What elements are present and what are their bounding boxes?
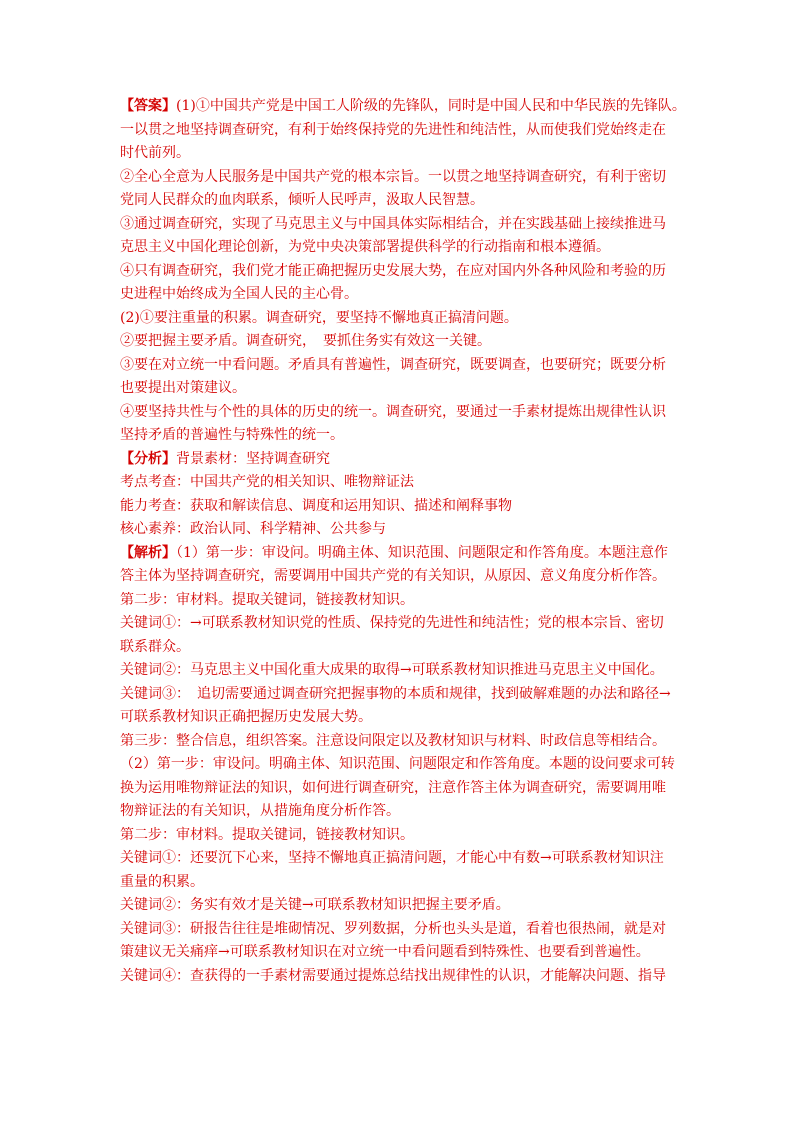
text-line (120, 401, 685, 425)
text-line (120, 448, 685, 472)
line-text: 第二步：审材料。提取关键词，链接教材知识。 (120, 591, 414, 608)
line-text: 关键词①：还要沉下心来，坚持不懈地真正搞清问题，才能心中有数→可联系教材知识注 (120, 850, 664, 866)
line-text: 史进程中始终成为全国人民的主心骨。 (120, 286, 358, 302)
text-line (120, 424, 685, 448)
line-text: （1）第一步：审设问。明确主体、知识范围、问题限定和作答角度。本题注意作 (176, 544, 668, 561)
line-text: 考点考查：中国共产党的相关知识、唯物辩证法 (120, 474, 414, 490)
line-text: 联系群众。 (120, 638, 190, 655)
line-text: 坚持矛盾的普遍性与特殊性的统一。 (120, 427, 344, 443)
text-line (120, 213, 685, 237)
section-label: 【解析】 (120, 544, 176, 561)
text-line (120, 800, 685, 824)
line-text: 关键词③：研报告往往是堆砌情况、罗列数据，分析也头头是道，看着也很热闹，就是对 (120, 920, 666, 937)
line-text: (2)①要注重量的积累。调查研究，要坚持不懈地真正搞清问题。 (120, 309, 518, 326)
text-line (120, 166, 685, 190)
text-line (120, 824, 685, 848)
section-label: 【分析】 (120, 450, 176, 467)
line-text: 第二步：审材料。提取关键词，链接教材知识。 (120, 826, 414, 843)
text-line (120, 142, 685, 166)
text-line (120, 706, 685, 730)
text-line (120, 918, 685, 942)
text-line (120, 236, 685, 260)
line-text: 关键词④：查获得的一手素材需要通过提炼总结找出规律性的认识，才能解决问题、指导 (120, 967, 666, 984)
line-text: 时代前列。 (120, 145, 190, 161)
text-line (120, 283, 685, 307)
text-line (120, 354, 685, 378)
line-text: ④要坚持共性与个性的具体的历史的统一。调查研究，要通过一手素材提炼出规律性认识 (120, 403, 666, 420)
text-line (120, 847, 685, 871)
line-text: 策建议无关痛痒→可联系教材知识在对立统一中看问题看到特殊性、也要看到普遍性。 (120, 944, 650, 960)
text-line (120, 871, 685, 895)
text-line (120, 260, 685, 284)
line-text: 背景素材：坚持调查研究 (176, 450, 330, 467)
text-line (120, 565, 685, 589)
text-line (120, 659, 685, 683)
line-text: 物辩证法的有关知识，从措施角度分析作答。 (120, 803, 400, 819)
line-text: 克思主义中国化理论创新，为党中央决策部署提供科学的行动指南和根本遵循。 (120, 239, 610, 255)
text-line (120, 636, 685, 660)
text-line (120, 777, 685, 801)
line-text: 也要提出对策建议。 (120, 380, 246, 396)
line-text: 关键词②：务实有效才是关键→可联系教材知识把握主要矛盾。 (120, 897, 510, 913)
line-text: 核心素养：政治认同、科学精神、公共参与 (120, 521, 386, 537)
text-line (120, 307, 685, 331)
answer-text-block (120, 95, 685, 988)
line-text: ③要在对立统一中看问题。矛盾具有普遍性，调查研究，既要调查，也要研究；既要分析 (120, 356, 666, 373)
text-line (120, 612, 685, 636)
text-line (120, 542, 685, 566)
line-text: ②全心全意为人民服务是中国共产党的根本宗旨。一以贯之地坚持调查研究，有利于密切 (120, 168, 666, 185)
text-line (120, 495, 685, 519)
text-line (120, 683, 685, 707)
line-text: 关键词②：马克思主义中国化重大成果的取得→可联系教材知识推进马克思主义中国化。 (120, 662, 664, 678)
line-text: 可联系教材知识正确把握历史发展大势。 (120, 709, 372, 725)
line-text: ②要把握主要矛盾。调查研究， 要抓住务实有效这一关键。 (120, 333, 491, 349)
line-text: 答主体为坚持调查研究，需要调用中国共产党的有关知识，从原因、意义角度分析作答。 (120, 568, 666, 584)
line-text: 关键词①：→可联系教材知识党的性质、保持党的先进性和纯洁性；党的根本宗旨、密切 (120, 615, 664, 631)
line-text: 能力考查：获取和解读信息、调度和运用知识、描述和阐释事物 (120, 497, 512, 514)
text-line (120, 589, 685, 613)
text-line (120, 730, 685, 754)
text-line (120, 965, 685, 989)
text-line (120, 941, 685, 965)
line-text: 换为运用唯物辩证法的知识，如何进行调查研究，注意作答主体为调查研究，需要调用唯 (120, 779, 666, 796)
text-line (120, 753, 685, 777)
line-text: 关键词③： 追切需要通过调查研究把握事物的本质和规律，找到破解难题的办法和路径→ (120, 685, 671, 702)
line-text: (1)①中国共产党是中国工人阶级的先锋队，同时是中国人民和中华民族的先锋队。 (176, 98, 686, 114)
text-line (120, 119, 685, 143)
text-line (120, 95, 685, 119)
text-line (120, 471, 685, 495)
text-line (120, 189, 685, 213)
text-line (120, 377, 685, 401)
text-line (120, 330, 685, 354)
line-text: ④只有调查研究，我们党才能正确把握历史发展大势，在应对国内外各种风险和考验的历 (120, 262, 666, 279)
line-text: 党同人民群众的血肉联系，倾听人民呼声，汲取人民智慧。 (120, 192, 484, 208)
line-text: （2）第一步：审设问。明确主体、知识范围、问题限定和作答角度。本题的设问要求可转 (120, 756, 675, 772)
section-label: 【答案】 (120, 98, 176, 114)
line-text: 一以贯之地坚持调查研究，有利于始终保持党的先进性和纯洁性，从而使我们党始终走在 (120, 121, 666, 138)
text-line (120, 894, 685, 918)
line-text: 第三步：整合信息，组织答案。注意设问限定以及教材知识与材料、时政信息等相结合。 (120, 732, 666, 749)
line-text: ③通过调查研究，实现了马克思主义与中国具体实际相结合，并在实践基础上接续推进马 (120, 215, 666, 232)
text-line (120, 518, 685, 542)
line-text: 重量的积累。 (120, 873, 204, 890)
